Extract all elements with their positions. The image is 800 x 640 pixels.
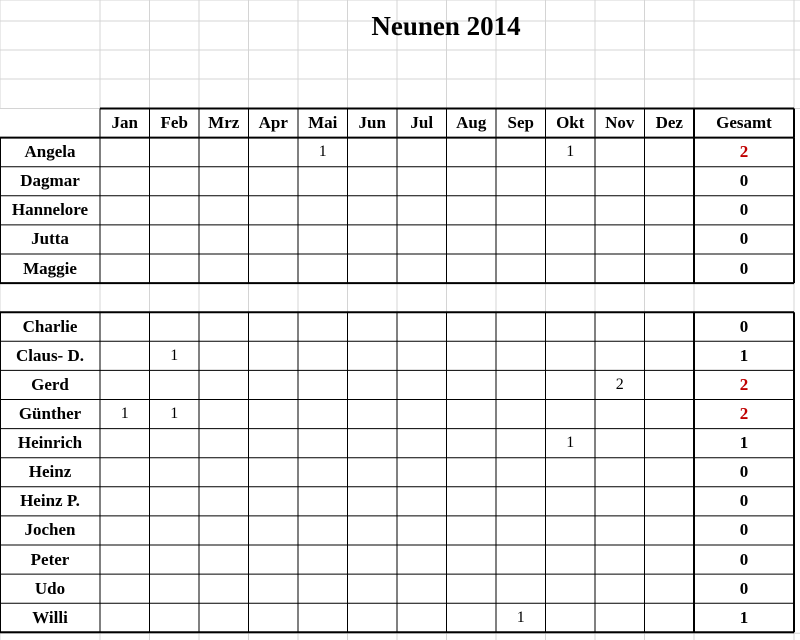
total-value: 2	[739, 142, 749, 162]
player-name: Maggie	[23, 258, 77, 278]
month-header-dez: Dez	[655, 113, 683, 133]
total-value: 0	[739, 229, 749, 249]
month-count: 1	[566, 143, 575, 161]
month-count: 1	[516, 608, 525, 626]
month-header-okt: Okt	[556, 113, 585, 133]
page-title: Neunen 2014	[371, 11, 521, 41]
total-value: 0	[739, 462, 749, 482]
player-name: Hannelore	[11, 200, 89, 220]
month-count: 1	[566, 434, 575, 452]
month-header-apr: Apr	[258, 113, 288, 133]
month-count: 2	[615, 375, 624, 393]
player-name: Heinrich	[17, 433, 83, 453]
player-name: Jutta	[31, 229, 69, 249]
total-value: 0	[739, 258, 749, 278]
month-count: 1	[170, 405, 179, 423]
player-name: Willi	[32, 607, 68, 627]
month-header-jul: Jul	[410, 113, 434, 133]
total-value: 0	[739, 491, 749, 511]
total-value: 0	[739, 520, 749, 540]
player-name: Günther	[18, 404, 82, 424]
player-name: Jochen	[24, 520, 76, 540]
month-header-jun: Jun	[358, 113, 386, 133]
month-header-jan: Jan	[111, 113, 138, 133]
player-name: Charlie	[22, 316, 78, 336]
player-name: Heinz P.	[20, 491, 80, 511]
total-value: 0	[739, 578, 749, 598]
total-value: 0	[739, 316, 749, 336]
total-header: Gesamt	[716, 113, 772, 133]
player-name: Claus- D.	[15, 345, 84, 365]
player-name: Dagmar	[20, 171, 80, 191]
player-name: Udo	[34, 578, 66, 598]
total-value: 1	[739, 433, 749, 453]
total-value: 2	[739, 404, 749, 424]
month-header-nov: Nov	[605, 113, 635, 133]
month-header-mrz: Mrz	[208, 113, 240, 133]
player-name: Peter	[30, 549, 70, 569]
total-value: 1	[739, 607, 749, 627]
player-name: Gerd	[31, 374, 69, 394]
month-count: 1	[170, 346, 179, 364]
month-header-mai: Mai	[308, 113, 338, 133]
player-name: Angela	[24, 142, 76, 162]
total-value: 0	[739, 171, 749, 191]
month-header-feb: Feb	[160, 113, 188, 133]
total-value: 2	[739, 374, 749, 394]
player-name: Heinz	[28, 462, 72, 482]
month-header-sep: Sep	[507, 113, 534, 133]
month-header-aug: Aug	[456, 113, 487, 133]
month-count: 1	[318, 143, 327, 161]
total-value: 0	[739, 200, 749, 220]
total-value: 1	[739, 345, 749, 365]
month-count: 1	[120, 405, 129, 423]
total-value: 0	[739, 549, 749, 569]
